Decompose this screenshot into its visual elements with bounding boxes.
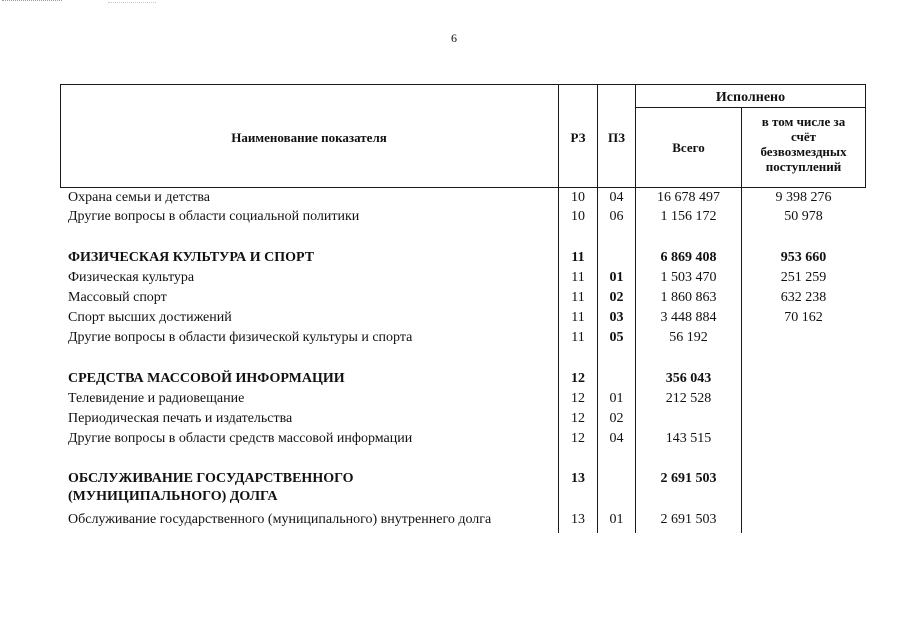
row-rz: 11 [571,250,585,265]
row-pz: 02 [609,290,624,305]
row-name: Охрана семьи и детства [68,190,210,205]
row-name: Физическая культура [68,270,195,285]
row-total: 56 192 [669,330,708,345]
row-incl: 251 259 [780,270,827,285]
row-total: 143 515 [665,431,712,446]
section-title-line: (МУНИЦИПАЛЬНОГО) ДОЛГА [68,489,278,504]
table-right-border [865,84,866,187]
section-title-line: ОБСЛУЖИВАНИЕ ГОСУДАРСТВЕННОГО [68,471,354,486]
row-pz: 03 [609,310,624,325]
row-name: Периодическая печать и издательства [68,411,293,426]
row-name: Массовый спорт [68,290,167,305]
row-total: 1 503 470 [660,270,717,285]
header-including-line: в том числе за [761,114,846,129]
header-including-line: поступлений [765,159,842,174]
row-name: Другие вопросы в области физической культуры и спорта [68,330,413,345]
row-pz: 05 [609,330,624,345]
section-title: СРЕДСТВА МАССОВОЙ ИНФОРМАЦИИ [68,371,345,386]
row-incl: 9 398 276 [775,190,832,205]
row-total: 356 043 [665,371,712,386]
row-pz: 01 [609,512,624,527]
header-including-line: безвозмездных [760,144,847,159]
row-total: 16 678 497 [657,190,720,205]
row-name: Спорт высших достижений [68,310,232,325]
row-rz: 12 [571,371,585,386]
row-name: Обслуживание государственного (муниципального) внутреннего долга [68,512,492,527]
header-including-line: счёт [791,129,816,144]
row-rz: 11 [571,270,585,285]
row-rz: 12 [571,391,585,406]
row-name: Телевидение и радиовещание [68,391,245,406]
header-name-column: Наименование показателя [231,130,387,145]
row-total: 1 860 863 [660,290,717,305]
row-total: 3 448 884 [660,310,717,325]
header-rz-column: РЗ [570,130,586,145]
row-rz: 13 [571,471,585,486]
row-total: 6 869 408 [660,250,717,265]
row-total: 212 528 [665,391,712,406]
row-pz: 01 [609,270,624,285]
row-rz: 11 [571,330,585,345]
scan-artifact [108,2,156,5]
row-incl: 70 162 [784,310,823,325]
row-rz: 10 [571,190,585,205]
section-title: ФИЗИЧЕСКАЯ КУЛЬТУРА И СПОРТ [68,250,315,265]
row-pz: 04 [609,431,624,446]
scan-artifact [2,0,62,5]
row-total: 1 156 172 [660,209,717,224]
row-rz: 11 [571,290,585,305]
row-total: 2 691 503 [660,512,717,527]
row-name: Другие вопросы в области социальной политики [68,209,360,224]
row-rz: 12 [571,431,585,446]
table-top-border [60,84,865,85]
row-rz: 11 [571,310,585,325]
header-bottom-border [60,187,866,188]
header-pz-column: ПЗ [608,130,625,145]
row-pz: 01 [609,391,624,406]
row-pz: 06 [609,209,624,224]
row-rz: 13 [571,512,585,527]
row-pz: 02 [609,411,624,426]
row-incl: 632 238 [780,290,827,305]
header-total: Всего [672,140,705,155]
page-number: 6 [451,31,457,45]
row-rz: 10 [571,209,585,224]
row-name: Другие вопросы в области средств массовой информации [68,431,413,446]
header-subdivider [635,107,865,108]
row-incl: 50 978 [784,209,823,224]
row-rz: 12 [571,411,585,426]
header-executed: Исполнено [715,90,786,105]
row-pz: 04 [609,190,624,205]
header-including [742,114,865,174]
row-incl: 953 660 [780,250,827,265]
row-total: 2 691 503 [660,471,717,486]
